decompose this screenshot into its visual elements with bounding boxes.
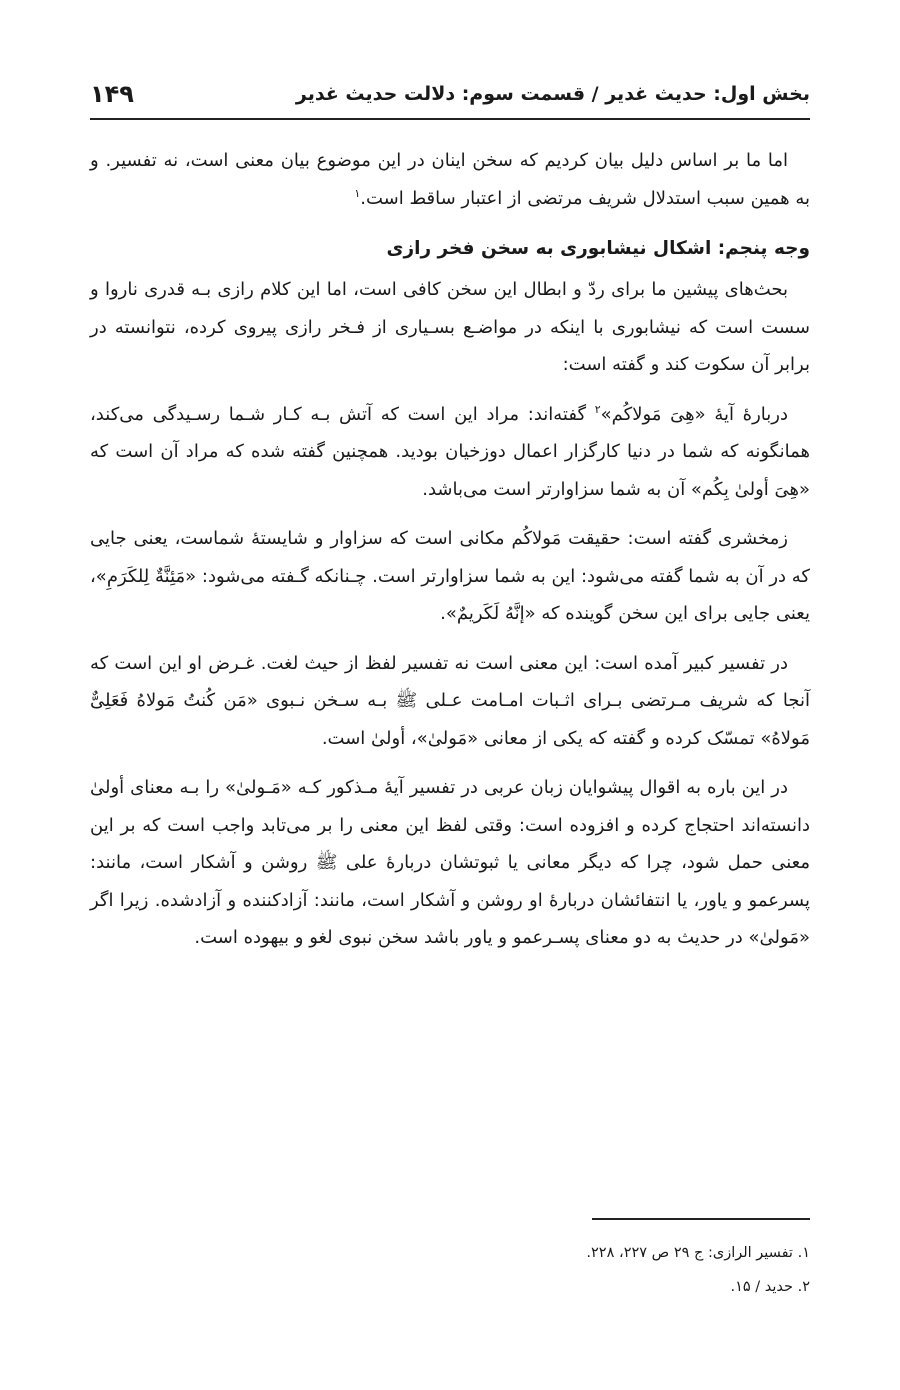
footnote-divider [592, 1218, 810, 1220]
paragraph-1-text: اما ما بر اساس دلیل بیان کردیم که سخن اینان در این موضوع بیان معنی است، نه تفسیر. و به همین سبب استدلال شریف مرتضی از اعتبار ساقط است. [90, 150, 810, 209]
paragraph-5: در تفسیر کبیر آمده است: این معنی است نه تفسیر لفظ از حیث لغت. غـرض او این است که آنجا که شریف مـرتضی بـرای اثـبات امـامت عـلی ﷺ بـه سـخن نـبوی «مَن کُنتُ مَولاهُ فَعَلِیٌّ مَولاهُ» تمسّک کرده و گفته که یکی از معانی «مَولیٰ»، أولیٰ است. [90, 652, 810, 749]
footnote-2: ۲. حدید / ۱۵. [730, 1279, 810, 1295]
paragraph-1 [90, 142, 810, 217]
footnote-1: ۱. تفسیر الرازی: ج ۲۹ ص ۲۲۷، ۲۲۸. [586, 1245, 810, 1261]
footnote-ref-2: ۲ [594, 402, 601, 416]
paragraph-3 [90, 396, 810, 509]
page-number: ۱۴۹ [90, 80, 134, 108]
paragraph-3-text-a: دربارهٔ آیهٔ «هِیَ مَولاکُم» [600, 403, 788, 425]
page-header [90, 70, 810, 120]
section-heading: وجه پنجم: اشکال نیشابوری به سخن فخر رازی [386, 238, 810, 259]
paragraph-2: بحث‌های پیشین ما برای ردّ و ابطال این سخن کافی است، اما این کلام رازی بـه قدری ناروا و سست است که نیشابوری با اینکه در مواضـع بسـیاری از فـخر رازی پیروی کرده، نتوانسته در برابر آن سکوت کند و گفته است: [90, 279, 810, 375]
paragraph-3-text-b: گفته‌اند: مراد این است که آتش بـه کـار شـما رسـیدگی می‌کند، همانگونه که شما در دنیا کارگزار اعمال دوزخیان بودید. همچنین گفته شده که مراد آن است که «هِیَ أولیٰ بِکُم» آن به شما سزاوارتر است می‌باشد. [90, 403, 810, 500]
footnotes [90, 1236, 810, 1304]
paragraph-4: زمخشری گفته است: حقیقت مَولاکُم مکانی است که سزاوار و شایستهٔ شماست، یعنی جایی که در آن به شما گفته می‌شود: این به شما سزاوارتر است. چـنانکه گـفته می‌شود: «مَئِنَّةٌ لِلکَرَمِ»، یعنی جایی برای این سخن گوینده که «إنَّهُ لَکَریمٌ». [90, 528, 810, 624]
running-title: بخش اول: حدیث غدیر / قسمت سوم: دلالت حدیث غدیر [295, 83, 810, 105]
paragraph-6: در این باره به اقوال پیشوایان زبان عربی در تفسیر آیهٔ مـذکور کـه «مَـولیٰ» را بـه معنای أولیٰ دانسته‌اند احتجاج کرده و افزوده است: وقتی لفظ این معنی را بر می‌تابد واجب است که بر این معنی حمل شود، چرا که دیگر معانی یا ثبوتشان دربارهٔ علی ﷺ روشن و آشکار است، مانند: پسرعمو و یاور، یا انتفائشان دربارهٔ او روشن و آشکار است، مانند: آزادکننده و آزادشده. زیرا اگر «مَولیٰ» در حدیث به دو معنای پسـرعمو و یاور باشد سخن نبوی لغو و بیهوده است. [90, 777, 810, 948]
footnote-ref-1: ۱ [354, 186, 361, 200]
page-body [90, 142, 810, 957]
